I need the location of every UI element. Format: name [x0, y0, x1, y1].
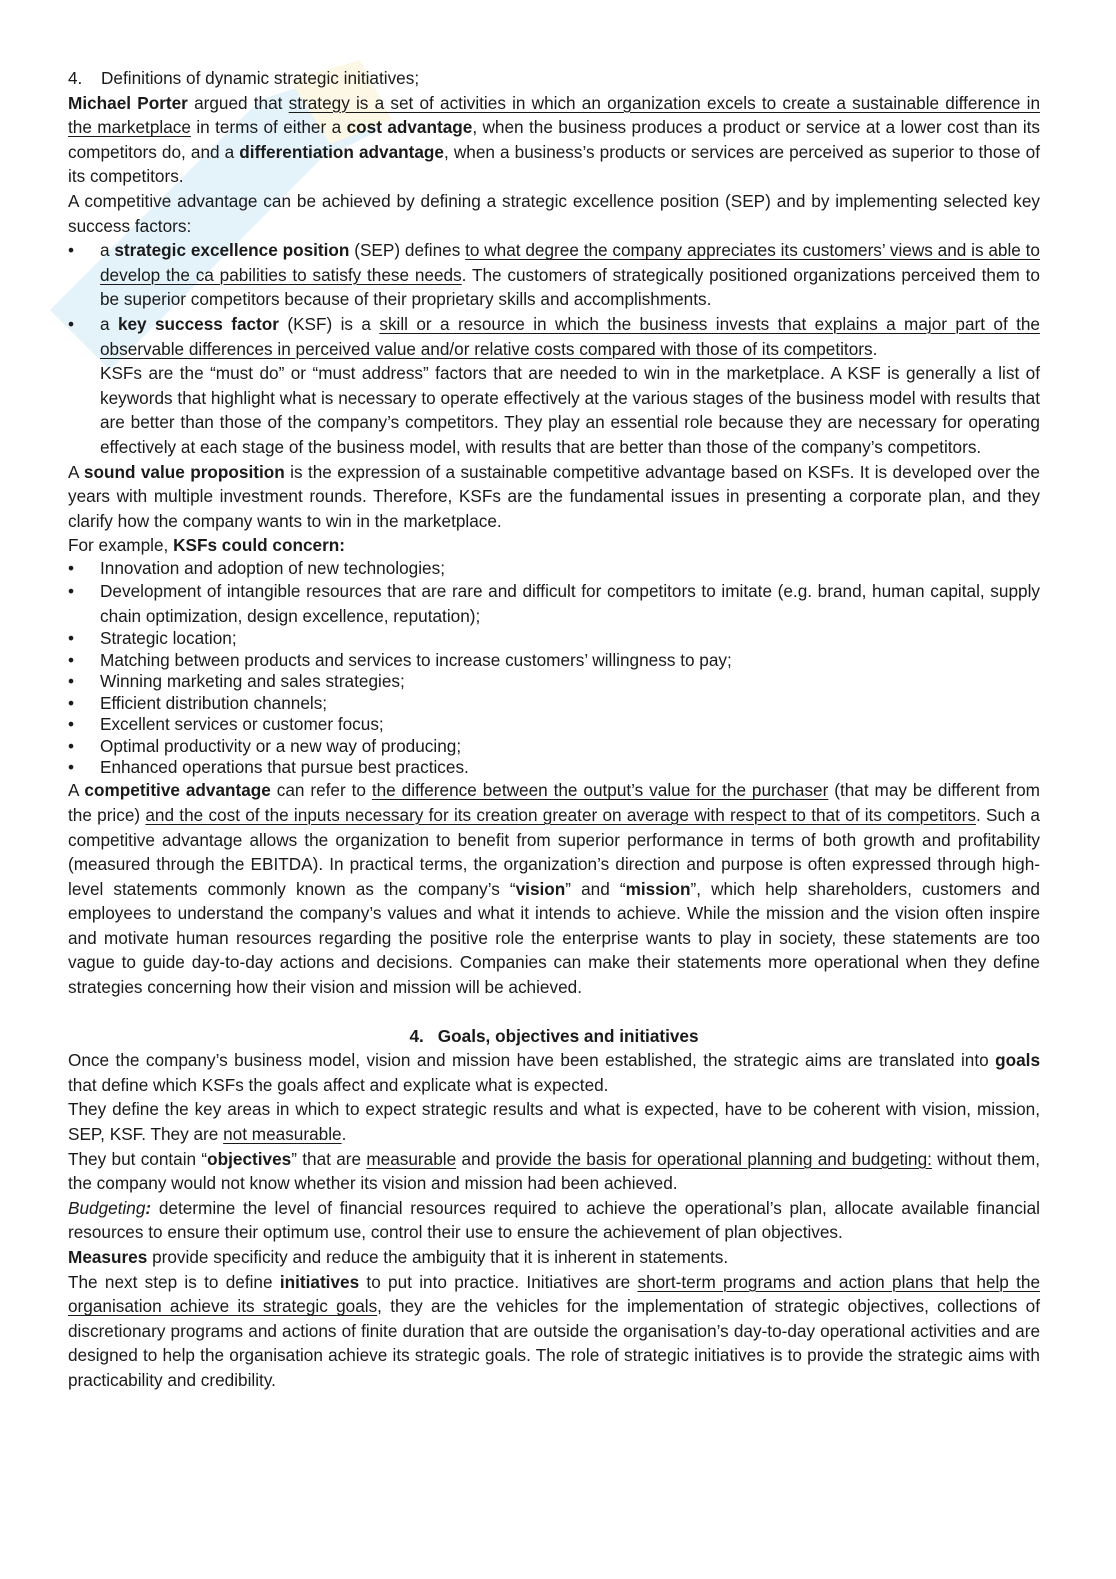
initiatives-paragraph: The next step is to define initiatives to put into practice. Initiatives are short-term programs and action plans that help the organisation achieve its strategic goals, they are the vehicles for the implementation of strategic objectives, collections of discretionary programs and actions of finite duration that are outside the organisation’s day-to-day operational activities and are designed to help the organisation achieve its strategic goals. The role of strategic initiatives is to provide the strategic aims with practicability and credibility. [68, 1271, 1041, 1390]
list-item: • Enhanced operations that pursue best practices. [68, 757, 1040, 778]
list-item-sep: • a strategic excellence position (SEP) defines to what degree the company appreciates its customers’ views and is able to develop the ca pabilities to satisfy these needs. The customers of strategically positioned organizations perceived them to be superior competitors because of their proprietary skills and accomplishments. [68, 238, 1040, 312]
objectives-paragraph: They but contain “objectives” that are measurable and provide the basis for operational planning and budgeting: without them, the company would not know whether its vision and mission had been achieved. [68, 1148, 1041, 1194]
list-item: • Matching between products and services to increase customers’ willingness to pay; [68, 650, 1040, 671]
porter-paragraph: Michael Porter argued that strategy is a set of activities in which an organization excels to create a sustainable difference in the marketplace in terms of either a cost advantage, when the business produces a product or service at a lower cost than its competitors do, and a differentiation advantage, when a business’s products or services are perceived as superior to those of its competitors. [68, 92, 1041, 187]
list-item: • Strategic location; [68, 628, 1040, 649]
list-item-ksf: • a key success factor (KSF) is a skill or a resource in which the business invests that explains a major part of the observable differences in perceived value and/or relative costs compared with those of its competitors. [68, 312, 1040, 361]
section-heading-dynamic-initiatives: 4. Definitions of dynamic strategic initiatives; [68, 68, 420, 88]
list-item: • Innovation and adoption of new technologies; [68, 558, 1040, 579]
ksf-examples-list [68, 558, 1040, 778]
section-heading-goals: 4. Goals, objectives and initiatives [409, 1025, 699, 1046]
list-item: • Development of intangible resources that are rare and difficult for competitors to imitate (e.g. brand, human capital, supply chain optimization, design excellence, reputation); [68, 579, 1040, 628]
define-paragraph: They define the key areas in which to expect strategic results and what is expected, have to be coherent with vision, mission, SEP, KSF. They are not measurable. [68, 1099, 1040, 1145]
list-item: • Efficient distribution channels; [68, 693, 1040, 714]
document-body [68, 66, 1040, 1393]
list-item: • Winning marketing and sales strategies; [68, 671, 1040, 692]
sep-ksf-list [68, 238, 1040, 361]
list-item: • Excellent services or customer focus; [68, 714, 1040, 735]
budgeting-paragraph: Budgeting: determine the level of financial resources required to achieve the operational’s plan, allocate available financial resources to ensure their optimum use, control their use to ensure the achievement of plan objectives. [68, 1197, 1040, 1243]
competitive-advantage-intro: A competitive advantage can be achieved by defining a strategic excellence position (SEP) and by implementing selected key success factors: [68, 190, 1040, 236]
list-item: • Optimal productivity or a new way of producing; [68, 736, 1040, 757]
goals-paragraph: Once the company’s business model, vision and mission have been established, the strategic aims are translated into goals that define which KSFs the goals affect and explicate what is expected. [68, 1050, 1040, 1095]
example-intro: For example, KSFs could concern: [68, 535, 345, 556]
sound-value-proposition-paragraph: A sound value proposition is the expression of a sustainable competitive advantage based on KSFs. It is developed over the years with multiple investment rounds. Therefore, KSFs are the fundamental issues in presenting a corporate plan, and they clarify how the company wants to win in the marketplace. [68, 461, 1040, 531]
competitive-advantage-paragraph: A competitive advantage can refer to the difference between the output’s value for the purchaser (that may be different from the price) and the cost of the inputs necessary for its creation greater on average with respect to that of its competitors. Such a competitive advantage allows the organization to benefit from superior performance in terms of both growth and profitability (measured through the EBITDA). In practical terms, the organization’s direction and purpose is often expressed through high-level statements commonly known as the company’s “vision” and “mission”, which help shareholders, customers and employees to understand the company’s values and what it intends to achieve. While the mission and the vision often inspire and motivate human resources regarding the positive role the enterprise wants to play in society, these statements are too vague to guide day-to-day actions and decisions. Companies can make their statements more operational when they define strategies concerning how their vision and mission will be achieved. [68, 780, 1040, 998]
ksf-explanation: KSFs are the “must do” or “must address” factors that are needed to win in the marketplace. A KSF is generally a list of keywords that highlight what is necessary to operate effectively at the various stages of the business model with results that are better than those of the company’s competitors. They play an essential role because they are necessary for operating effectively at each stage of the business model, with results that are better than those of the company’s competitors. [100, 363, 1040, 457]
measures-paragraph: Measures provide specificity and reduce the ambiguity that it is inherent in statements. [68, 1247, 729, 1267]
